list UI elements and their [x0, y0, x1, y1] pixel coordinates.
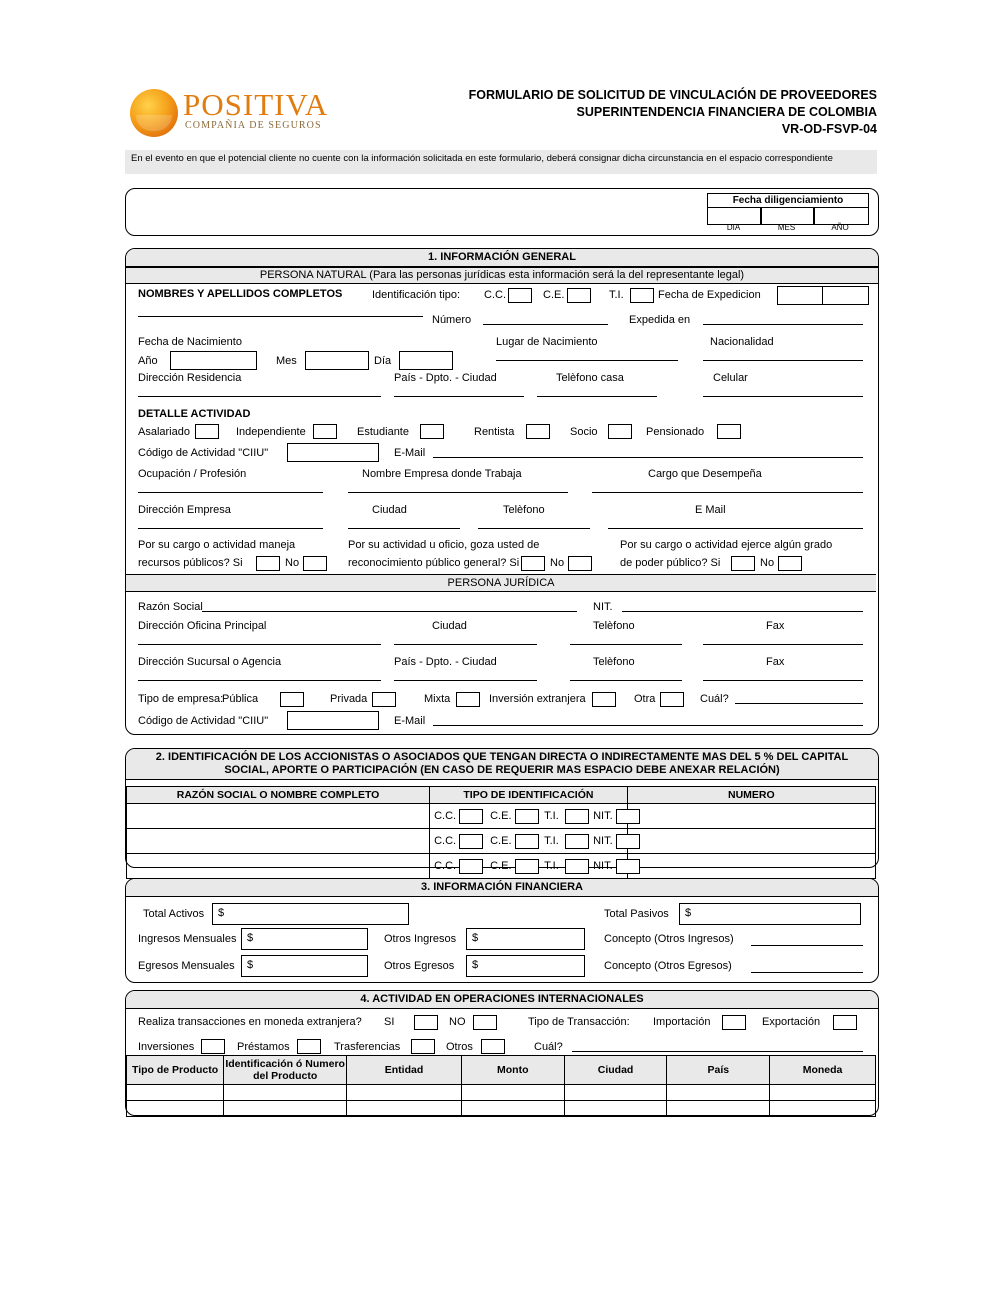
ce-checkbox[interactable] — [567, 288, 591, 303]
section-4-title: 4. ACTIVIDAD EN OPERACIONES INTERNACIONALES — [126, 991, 878, 1009]
fecha-expedicion-label: Fecha de Expedicion — [658, 289, 761, 301]
ce-checkbox[interactable] — [515, 834, 539, 849]
logo-subtitle: COMPAÑIA DE SEGUROS — [185, 120, 322, 131]
inversion-extranjera-checkbox[interactable] — [592, 692, 616, 707]
operaciones-table — [126, 1055, 876, 1117]
direccion-empresa-line[interactable] — [138, 528, 323, 529]
email-line-2[interactable] — [608, 528, 863, 529]
title-block — [469, 87, 877, 138]
email-line-3[interactable] — [433, 725, 863, 726]
direccion-sucursal-line[interactable] — [138, 680, 381, 681]
prestamos-label: Préstamos — [237, 1041, 290, 1053]
ce-checkbox[interactable] — [515, 859, 539, 874]
nit-checkbox[interactable] — [616, 809, 640, 824]
cual-line-2[interactable] — [572, 1051, 863, 1052]
section-2-title-line-2: SOCIAL, APORTE O PARTICIPACIÓN (EN CASO DE REQUERIR MAS ESPACIO DEBE ANEXAR RELACIÓN) — [224, 764, 780, 776]
dia-label: DIA — [726, 223, 741, 232]
ce-label: C.E. — [490, 860, 512, 872]
direccion-residencia-label: Dirección Residencia — [138, 372, 242, 384]
si-checkbox[interactable] — [414, 1015, 438, 1030]
pais-cell[interactable] — [667, 1085, 770, 1101]
nombre-empresa-line[interactable] — [348, 492, 568, 493]
col-tipo-identificacion: TIPO DE IDENTIFICACIÓN — [430, 787, 628, 804]
no-label: NO — [449, 1016, 466, 1028]
total-pasivos-label: Total Pasivos — [604, 908, 669, 920]
table-row — [127, 804, 876, 829]
dia-nac-label: Día — [374, 355, 392, 367]
ti-label: T.I. — [544, 860, 559, 872]
lugar-nacimiento-label: Lugar de Nacimiento — [496, 336, 598, 348]
pensionado-label: Pensionado — [646, 426, 705, 438]
pais-dpto-ciudad-label-2: País - Dpto. - Ciudad — [394, 656, 497, 668]
moneda-cell[interactable] — [770, 1085, 876, 1101]
ciudad-cell[interactable] — [564, 1101, 667, 1117]
ti-checkbox[interactable] — [565, 859, 589, 874]
direccion-oficina-line[interactable] — [138, 644, 381, 645]
ocupacion-line[interactable] — [138, 492, 323, 493]
q2-si-checkbox[interactable] — [521, 556, 545, 571]
concepto-otros-ingresos-label: Concepto (Otros Ingresos) — [604, 933, 734, 945]
col-razon-social: RAZÓN SOCIAL O NOMBRE COMPLETO — [127, 787, 430, 804]
email-label-2: E Mail — [695, 504, 726, 516]
otros-egresos-input[interactable] — [466, 955, 585, 977]
codigo-ciiu-input-2[interactable] — [287, 711, 379, 730]
section-2-title — [126, 749, 878, 780]
tipo-producto-cell[interactable] — [127, 1085, 224, 1101]
mixta-label: Mixta — [424, 693, 451, 705]
inversiones-checkbox[interactable] — [201, 1039, 225, 1054]
identificacion-producto-cell[interactable] — [224, 1101, 347, 1117]
q1-no-checkbox[interactable] — [303, 556, 327, 571]
monto-cell[interactable] — [461, 1101, 564, 1117]
identificacion-producto-cell[interactable] — [224, 1085, 347, 1101]
col-identificacion-producto: Identificación ó Numero del Producto — [224, 1056, 347, 1085]
col-moneda: Moneda — [770, 1056, 876, 1085]
ti-checkbox[interactable] — [565, 834, 589, 849]
estudiante-label: Estudiante — [357, 426, 409, 438]
fax-label-2: Fax — [766, 656, 785, 668]
pais-dpto-ciudad-line-2[interactable] — [394, 680, 537, 681]
ano-nacimiento-input[interactable] — [170, 351, 257, 370]
dia-nacimiento-input[interactable] — [399, 351, 453, 370]
numero-line[interactable] — [483, 324, 608, 325]
col-ciudad: Ciudad — [564, 1056, 667, 1085]
otros-ingresos-input[interactable] — [466, 928, 585, 950]
otros-label: Otros — [446, 1041, 473, 1053]
mes-nac-label: Mes — [276, 355, 297, 367]
publica-label: Pública — [222, 693, 259, 705]
independiente-checkbox[interactable] — [313, 424, 337, 439]
cargo-line[interactable] — [592, 492, 863, 493]
section-3-title: 3. INFORMACIÓN FINANCIERA — [126, 879, 878, 897]
mes-label: MES — [777, 223, 796, 232]
ti-checkbox[interactable] — [565, 809, 589, 824]
table-row — [127, 854, 876, 879]
otra-label: Otra — [634, 693, 656, 705]
numero-cell[interactable] — [627, 854, 875, 879]
razon-social-label: Razón Social — [138, 601, 203, 613]
nombres-line[interactable] — [138, 316, 423, 317]
ti-checkbox[interactable] — [630, 288, 654, 303]
privada-checkbox[interactable] — [372, 692, 396, 707]
razon-social-cell[interactable] — [127, 854, 430, 879]
ti-label: T.I. — [544, 810, 559, 822]
ano-label: AÑO — [831, 223, 849, 232]
pensionado-checkbox[interactable] — [717, 424, 741, 439]
tipo-identificacion-cell[interactable] — [430, 804, 628, 829]
razon-social-cell[interactable] — [127, 829, 430, 854]
pais-dpto-ciudad-line-1[interactable] — [394, 396, 524, 397]
privada-label: Privada — [330, 693, 368, 705]
total-activos-label: Total Activos — [143, 908, 205, 920]
tipo-identificacion-cell[interactable] — [430, 829, 628, 854]
telefono-label-1: Telèfono — [503, 504, 545, 516]
estudiante-checkbox[interactable] — [420, 424, 444, 439]
cc-checkbox[interactable] — [459, 834, 483, 849]
nit-checkbox[interactable] — [616, 859, 640, 874]
direccion-sucursal-label: Dirección Sucursal o Agencia — [138, 656, 282, 668]
ciudad-cell[interactable] — [564, 1085, 667, 1101]
currency-6: $ — [472, 959, 479, 971]
tipo-identificacion-cell[interactable] — [430, 854, 628, 879]
razon-social-line[interactable] — [202, 611, 577, 612]
egresos-mensuales-label: Egresos Mensuales — [138, 960, 235, 972]
col-pais: País — [667, 1056, 770, 1085]
fecha-nacimiento-label: Fecha de Nacimiento — [138, 336, 242, 348]
title-line-1: FORMULARIO DE SOLICITUD DE VINCULACIÓN DE PROVEEDORES — [468, 88, 877, 102]
section-2-title-line-1: 2. IDENTIFICACIÓN DE LOS ACCIONISTAS O ASOCIADOS QUE TENGAN DIRECTA O INDIRECTAMENTE MAS DEL 5 % DEL CAPITAL — [155, 751, 849, 763]
q2-no-checkbox[interactable] — [568, 556, 592, 571]
cc-label: C.C. — [434, 810, 457, 822]
positiva-logo — [125, 85, 350, 137]
telefono-label-3: Telèfono — [593, 656, 635, 668]
document-header — [125, 85, 877, 143]
nit-line[interactable] — [622, 611, 863, 612]
email-label-1: E-Mail — [394, 447, 426, 459]
nit-label: NIT. — [593, 810, 613, 822]
direccion-empresa-label: Dirección Empresa — [138, 504, 231, 516]
cc-label: C.C. — [434, 835, 457, 847]
email-line-1[interactable] — [433, 457, 863, 458]
currency-2: $ — [685, 907, 692, 919]
q3-line2: de poder público? Si — [620, 557, 721, 569]
ingresos-mensuales-label: Ingresos Mensuales — [138, 933, 237, 945]
cual-label-2: Cuál? — [534, 1041, 563, 1053]
table-header-row — [127, 787, 876, 804]
asalariado-label: Asalariado — [138, 426, 190, 438]
q2-no-label: No — [550, 557, 565, 569]
mixta-checkbox[interactable] — [456, 692, 480, 707]
q3-no-checkbox[interactable] — [778, 556, 802, 571]
celular-label: Celular — [713, 372, 748, 384]
otros-checkbox[interactable] — [481, 1039, 505, 1054]
fax-line-1[interactable] — [703, 644, 863, 645]
otros-egresos-label: Otros Egresos — [384, 960, 455, 972]
numero-cell[interactable] — [627, 804, 875, 829]
ciudad-label-2: Ciudad — [432, 620, 467, 632]
sun-icon — [130, 89, 178, 137]
cc-checkbox[interactable] — [459, 809, 483, 824]
fax-line-2[interactable] — [703, 680, 863, 681]
trasferencias-label: Trasferencias — [334, 1041, 401, 1053]
expedida-en-label: Expedida en — [629, 314, 691, 326]
moneda-cell[interactable] — [770, 1101, 876, 1117]
logo-name: POSITIVA — [183, 87, 329, 122]
nombres-apellidos-label: NOMBRES Y APELLIDOS COMPLETOS — [138, 288, 343, 300]
socio-checkbox[interactable] — [608, 424, 632, 439]
si-label: SI — [384, 1016, 395, 1028]
cargo-label: Cargo que Desempeña — [648, 468, 762, 480]
concepto-otros-egresos-label: Concepto (Otros Egresos) — [604, 960, 732, 972]
currency-5: $ — [247, 959, 254, 971]
col-monto: Monto — [461, 1056, 564, 1085]
cc-checkbox[interactable] — [508, 288, 532, 303]
ti-label: T.I. — [544, 835, 559, 847]
currency-3: $ — [247, 932, 254, 944]
telefono-line-2[interactable] — [570, 644, 682, 645]
col-entidad: Entidad — [347, 1056, 462, 1085]
nombre-empresa-label: Nombre Empresa donde Trabaja — [362, 468, 522, 480]
concepto-otros-egresos-line[interactable] — [751, 972, 863, 973]
q2-line1: Por su actividad u oficio, goza usted de — [348, 539, 540, 551]
nacionalidad-label: Nacionalidad — [710, 336, 774, 348]
nit-label: NIT. — [593, 860, 613, 872]
cc-label: C.C. — [484, 289, 506, 301]
notice-bar — [125, 150, 877, 174]
numero-cell[interactable] — [627, 829, 875, 854]
asalariado-checkbox[interactable] — [195, 424, 219, 439]
exportacion-label: Exportación — [762, 1016, 821, 1028]
realiza-transacciones-label: Realiza transacciones en moneda extranjera? — [138, 1016, 362, 1028]
ciudad-line-2[interactable] — [394, 644, 537, 645]
ingresos-mensuales-input[interactable] — [241, 928, 368, 950]
cc-label: C.C. — [434, 860, 457, 872]
direccion-residencia-line[interactable] — [138, 396, 381, 397]
nit-label: NIT. — [593, 835, 613, 847]
exportacion-checkbox[interactable] — [833, 1015, 857, 1030]
ce-label: C.E. — [490, 835, 512, 847]
fecha-diligenciamiento — [707, 193, 867, 232]
entidad-cell[interactable] — [347, 1101, 462, 1117]
q3-line1: Por su cargo o actividad ejerce algún grado — [620, 539, 833, 551]
total-activos-input[interactable] — [212, 903, 409, 925]
ciudad-label-1: Ciudad — [372, 504, 407, 516]
rentista-label: Rentista — [474, 426, 515, 438]
q1-line1: Por su cargo o actividad maneja — [138, 539, 296, 551]
cual-line-1[interactable] — [735, 703, 863, 704]
concepto-otros-ingresos-line[interactable] — [751, 945, 863, 946]
ciudad-line-1[interactable] — [348, 528, 460, 529]
codigo-ciiu-label-2: Código de Actividad "CIIU" — [138, 715, 269, 727]
table-row — [127, 1085, 876, 1101]
nacionalidad-line[interactable] — [703, 360, 863, 361]
prestamos-checkbox[interactable] — [297, 1039, 321, 1054]
accionistas-table — [126, 786, 876, 879]
q1-no-label: No — [285, 557, 300, 569]
ce-checkbox[interactable] — [515, 809, 539, 824]
codigo-ciiu-label-1: Código de Actividad "CIIU" — [138, 447, 269, 459]
inversiones-label: Inversiones — [138, 1041, 195, 1053]
q3-no-label: No — [760, 557, 775, 569]
mes-nacimiento-input[interactable] — [305, 351, 369, 370]
currency-4: $ — [472, 932, 479, 944]
email-label-3: E-Mail — [394, 715, 426, 727]
nit-label: NIT. — [593, 601, 613, 613]
direccion-oficina-label: Dirección Oficina Principal — [138, 620, 267, 632]
numero-label: Número — [432, 314, 472, 326]
col-numero: NUMERO — [627, 787, 875, 804]
razon-social-cell[interactable] — [127, 804, 430, 829]
total-pasivos-input[interactable] — [679, 903, 861, 925]
fax-label-1: Fax — [766, 620, 785, 632]
rentista-checkbox[interactable] — [526, 424, 550, 439]
ocupacion-label: Ocupación / Profesión — [138, 468, 247, 480]
identificacion-tipo-label: Identificación tipo: — [372, 289, 461, 301]
telefono-line-3[interactable] — [570, 680, 682, 681]
expedida-en-line[interactable] — [703, 324, 863, 325]
pais-dpto-ciudad-label-1: País - Dpto. - Ciudad — [394, 372, 497, 384]
ano-nac-label: Año — [138, 355, 158, 367]
q1-si-checkbox[interactable] — [256, 556, 280, 571]
otros-ingresos-label: Otros Ingresos — [384, 933, 457, 945]
importacion-checkbox[interactable] — [722, 1015, 746, 1030]
fecha-expedicion-input-2[interactable] — [822, 286, 869, 305]
inversion-extranjera-label: Inversión extranjera — [489, 693, 586, 705]
importacion-label: Importación — [653, 1016, 711, 1028]
monto-cell[interactable] — [461, 1085, 564, 1101]
table-header-row — [127, 1056, 876, 1085]
col-tipo-producto: Tipo de Producto — [127, 1056, 224, 1085]
q2-line2: reconocimiento público general? Si — [348, 557, 520, 569]
table-row — [127, 1101, 876, 1117]
socio-label: Socio — [570, 426, 598, 438]
telefono-label-2: Telèfono — [593, 620, 635, 632]
independiente-label: Independiente — [236, 426, 306, 438]
telefono-casa-line[interactable] — [537, 396, 657, 397]
notice-text: En el evento en que el potencial cliente no cuente con la información solicitada en este formulario, deberá consignar dicha circunstancia en el espacio correspondiente — [131, 153, 833, 164]
tipo-transaccion-label: Tipo de Transacción: — [528, 1016, 630, 1028]
ti-label: T.I. — [609, 289, 624, 301]
cual-label-1: Cuál? — [700, 693, 729, 705]
q1-line2: recursos públicos? Si — [138, 557, 243, 569]
persona-juridica-band: PERSONA JURÍDICA — [126, 574, 876, 592]
nit-checkbox[interactable] — [616, 834, 640, 849]
pais-cell[interactable] — [667, 1101, 770, 1117]
q3-si-checkbox[interactable] — [731, 556, 755, 571]
lugar-nacimiento-line[interactable] — [496, 360, 678, 361]
tipo-producto-cell[interactable] — [127, 1101, 224, 1117]
telefono-casa-label: Telèfono casa — [556, 372, 624, 384]
telefono-line-1[interactable] — [478, 528, 590, 529]
cc-checkbox[interactable] — [459, 859, 483, 874]
codigo-ciiu-input-1[interactable] — [287, 443, 379, 462]
celular-line[interactable] — [703, 396, 863, 397]
tipo-empresa-label: Tipo de empresa: — [138, 693, 224, 705]
section-1-title: 1. INFORMACIÓN GENERAL — [126, 249, 878, 267]
entidad-cell[interactable] — [347, 1085, 462, 1101]
form-code: VR-OD-FSVP-04 — [781, 122, 877, 136]
table-row — [127, 829, 876, 854]
currency-1: $ — [218, 907, 225, 919]
egresos-mensuales-input[interactable] — [241, 955, 368, 977]
ce-label: C.E. — [543, 289, 565, 301]
no-checkbox[interactable] — [473, 1015, 497, 1030]
otra-checkbox[interactable] — [660, 692, 684, 707]
fecha-diligenciamiento-title: Fecha diligenciamiento — [707, 193, 869, 208]
persona-natural-band: PERSONA NATURAL (Para las personas jurídicas esta información será la del representante legal) — [126, 267, 878, 284]
title-line-2: SUPERINTENDENCIA FINANCIERA DE COLOMBIA — [576, 105, 877, 119]
publica-checkbox[interactable] — [280, 692, 304, 707]
detalle-actividad-label: DETALLE ACTIVIDAD — [138, 408, 251, 420]
trasferencias-checkbox[interactable] — [411, 1039, 435, 1054]
ce-label: C.E. — [490, 810, 512, 822]
fecha-expedicion-input-1[interactable] — [777, 286, 824, 305]
